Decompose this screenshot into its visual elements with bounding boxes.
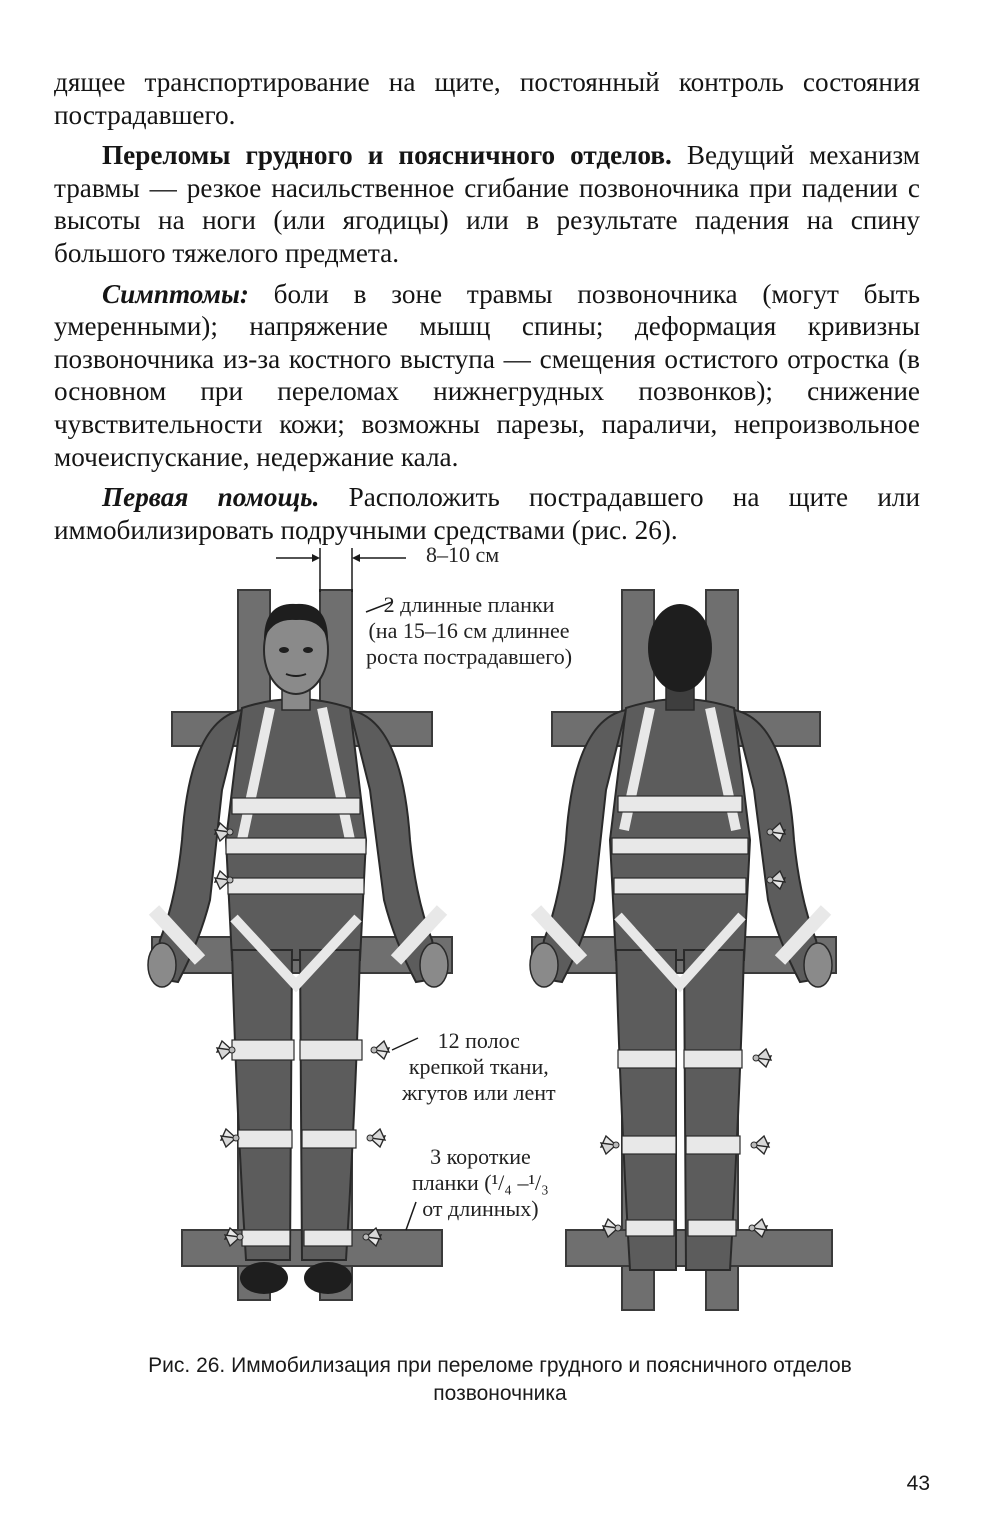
back-strap-thigh-right [684,1050,742,1068]
fractures-heading: Переломы грудного и поясничного отделов. [102,140,672,171]
label-long-planks [366,592,572,670]
back-strap-chest-2 [612,838,748,854]
back-strap-ankle-left [626,1220,674,1236]
front-strap-knee-right [302,1130,356,1148]
front-left-shoe [240,1262,288,1294]
back-torso [610,699,750,960]
figure-26-immobilization [130,540,890,1330]
front-view [148,590,452,1300]
front-strap-chest-2 [226,838,366,854]
label-plank-width: 8–10 см [426,542,500,567]
caption-line1: Рис. 26. Иммобилизация при переломе грудного и поясничного отделов [148,1354,852,1377]
label-fabric-strips [402,1028,556,1106]
label-strips-line2: крепкой ткани, [408,1054,549,1079]
back-bow [751,1136,769,1154]
back-bow [601,1136,619,1154]
front-right-eye [303,647,313,653]
back-strap-chest-1 [618,796,742,812]
label-short-planks [412,1144,549,1222]
first-aid-heading: Первая помощь. [102,482,320,513]
symptoms-heading: Симптомы: [102,278,249,309]
back-view [530,590,836,1310]
front-right-shoe [304,1262,352,1294]
width-dimension-marker [276,548,406,592]
paragraph-first-aid [54,481,920,546]
label-short-line2: планки (¹/₄ –¹/₃ [412,1170,549,1195]
front-left-hand [148,943,176,987]
back-head [648,604,712,692]
back-strap-knee-right [686,1136,740,1154]
caption-line2: позвоночника [433,1382,567,1405]
figure-caption [60,1352,940,1408]
fractures-text: Ведущий механизм травмы — резкое насильственное сгибание позвоночника при падении с высоты на ноги (или ягодицы) или в результате падения на спину большого тяжелого предмета. [54,140,920,268]
label-strips-line3: жгутов или лент [402,1080,556,1105]
label-short-line3: от длинных) [422,1196,539,1221]
page-number: 43 [906,1472,930,1495]
front-strap-knee-left [238,1130,292,1148]
front-bow [221,1129,239,1147]
body-text [54,66,920,554]
paragraph-continuation: дящее транспортирование на щите, постоянный контроль состояния пострадавшего. [54,67,920,130]
front-strap-chest-1 [232,798,360,814]
symptoms-text: боли в зоне травмы позвоночника (могут быть умеренными); напряжение мышц спины; деформация кривизны позвоночника из-за костного выступа — смещения остистого отростка (в основном при переломах нижнегрудных позвонков); снижение чувствительности кожи; возможны парезы, параличи, непроизвольное мочеиспускание, недержание кала. [54,278,920,472]
front-strap-ankle-left [242,1230,290,1246]
paragraph-fractures [54,139,920,269]
front-strap-ankle-right [304,1230,352,1246]
back-strap-chest-3 [614,878,746,894]
front-bow [367,1129,385,1147]
back-left-hand [530,943,558,987]
back-strap-ankle-right [688,1220,736,1236]
label-long-planks-line1: 2 длинные планки [383,592,555,617]
back-right-hand [804,943,832,987]
label-long-planks-line3: роста пострадавшего) [366,644,573,669]
label-short-line1: 3 короткие [430,1144,531,1169]
label-strips-line1: 12 полос [437,1028,520,1053]
back-strap-knee-left [622,1136,676,1154]
front-strap-thigh-left [232,1040,294,1060]
front-bow [371,1041,389,1059]
front-right-hand [420,943,448,987]
paragraph-symptoms [54,278,920,474]
label-long-planks-line2: (на 15–16 см длиннее [368,618,570,643]
first-aid-text: Расположить пострадавшего на щите или иммобилизировать подручными средствами (рис. 26). [54,482,920,545]
front-left-eye [279,647,289,653]
back-strap-thigh-left [618,1050,676,1068]
back-bow [753,1049,771,1067]
front-strap-thigh-right [300,1040,362,1060]
front-strap-chest-3 [228,878,364,894]
